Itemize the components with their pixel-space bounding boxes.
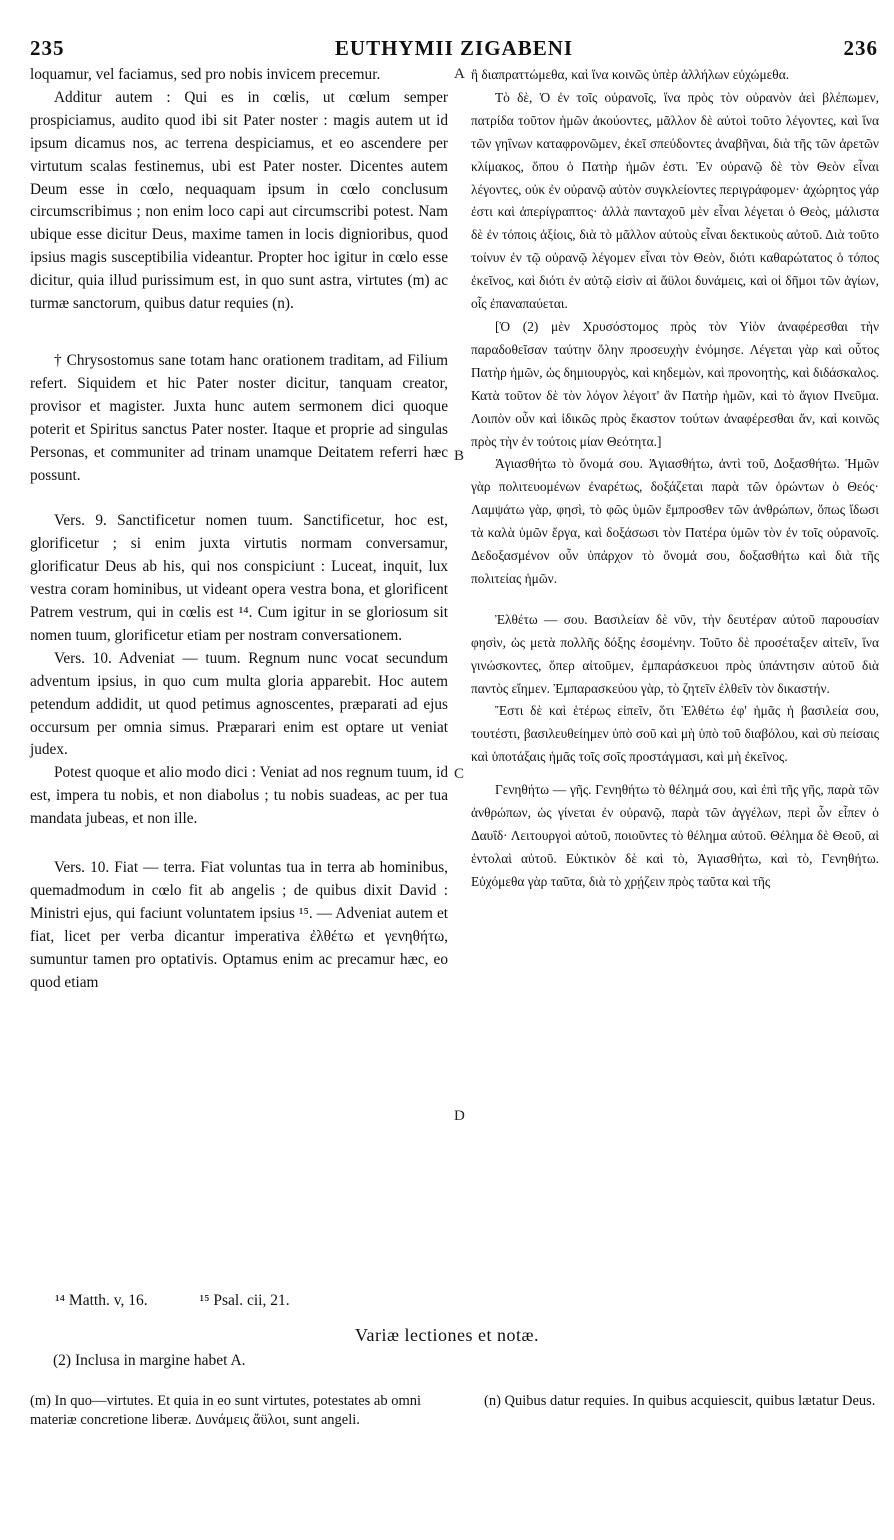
margin-letter-a: A (454, 66, 465, 82)
running-title: EUTHYMII ZIGABENI (334, 36, 574, 60)
latin-paragraph-5: Vers. 10. Adveniat — tuum. Regnum nunc vocat secundum adventum ipsius, in quo cum multa gloria apparebit. Hoc autem petendum addidit, ut quod petimus agnoscentes, præparati ad ejus occursum per omnia simus. Præparari enim est optare ut veniat judex. (30, 649, 448, 759)
footnote-14: ¹⁴ Matth. v, 16. (55, 1292, 148, 1309)
greek-paragraph-4: Ἁγιασθήτω τὸ ὄνομά σου. Ἁγιασθήτω, ἀντὶ τοῦ, Δοξασθήτω. Ἡμῶν γὰρ πολιτευομένων ἐναρέτως, δοξάζεται παρὰ τῶν ὁρώντων ὁ Θεός· Λαμψάτω γὰρ, φησὶ, τὸ φῶς ὑμῶν ἔμπροσθεν τῶν ἀνθρώπων, ὅπως ἴδωσι τὰ καλὰ ὑμῶν ἔργα, καὶ δοξάσωσι τὸν Πατέρα ὑμῶν τὸν ἐν τοῖς οὐρανοῖς. Δεδοξασμένον οὖν ὑπάρχον τὸ ὄνομά σου, δοξασθήτω καὶ διὰ τῆς πολιτείας ἡμῶν. (471, 456, 879, 586)
page-number-right: 236 (843, 36, 878, 60)
footnote-15: ¹⁵ Psal. cii, 21. (199, 1292, 290, 1309)
greek-paragraph-3: [Ὁ (2) μὲν Χρυσόστομος πρὸς τὸν Υἱὸν ἀναφέρεσθαι τὴν παραδοθεῖσαν ταύτην ὅλην προσευχὴν ἐνόμησε. Λέγεται γὰρ καὶ οὗτος Πατὴρ ἡμῶν, ὡς δημιουργὸς, καὶ κηδεμὼν, καὶ προνοητὴς, καὶ διδάσκαλος. Κατὰ τοῦτον δὲ τὸν λόγον λέγοιτ' ἂν Πατὴρ ἡμῶν, καὶ τὸ ἅγιον Πνεῦμα. Λοιπὸν οὖν καὶ ἰδικῶς πρὸς ἕκαστον τούτων ἀναφέρεσθαι ἄν, καὶ κοινῶς πρὸς τὴν ἐν τούτοις μίαν Θεότητα.] (471, 318, 879, 449)
latin-paragraph-6: Potest quoque et alio modo dici : Veniat ad nos regnum tuum, id est, impera tu nobis, et non diabolus ; tu nobis suadeas, ac per tua mandata jubeas, et non ille. (30, 764, 448, 828)
note-n: (n) Quibus datur requies. In quibus acquiescit, quibus lætatur Deus. (484, 1393, 876, 1409)
footnotes (55, 1292, 338, 1310)
margin-letter-b: B (454, 448, 465, 464)
note-m: (m) In quo—virtutes. Et quia in eo sunt virtutes, potestates ab omni materiæ concretione liberæ. Δυνάμεις ἄϋλοι, sunt angeli. (30, 1393, 422, 1428)
inclusa-note: (2) Inclusa in margine habet A. (53, 1352, 246, 1369)
latin-paragraph-4: Vers. 9. Sanctificetur nomen tuum. Sanctificetur, hoc est, glorificetur ; si enim juxta virtutis normam conversamur, glorificatur Deus ab his, qui nos conspiciunt : Luceat, inquit, lux vestra coram hominibus, ut videant opera vestra bona, et glorificent Patrem vestrum, qui in cœlis est ¹⁴. Cum igitur in se gloriosum sit nomen tuum, glorificetur etiam per nostram conversationem. (30, 512, 448, 644)
margin-letter-c: C (454, 766, 465, 782)
greek-paragraph-7: Γενηθήτω — γῆς. Γενηθήτω τὸ θέλημά σου, καὶ ἐπὶ τῆς γῆς, παρὰ τῶν ἀνθρώπων, ὡς γίνεται ἐν οὐρανῷ, παρὰ τῶν ἀγγέλων, περὶ ὧν εἶπεν ὁ Δαυΐδ· Λειτουργοὶ αὐτοῦ, ποιοῦντες τὸ θέλημα αὐτοῦ. Θέλημα δὲ Θεοῦ, αἱ ἐντολαὶ αὐτοῦ. Εὐκτικὸν δὲ καὶ τὸ, Ἁγιασθήτω, καὶ τὸ, Γενηθήτω. Εὐχόμεθα γὰρ ταῦτα, διὰ τὸ χρῄζειν πρὸς ταῦτα καὶ τῆς (471, 782, 879, 889)
page-header (30, 36, 878, 66)
latin-column (30, 64, 448, 995)
latin-paragraph-1: loquamur, vel faciamus, sed pro nobis invicem precemur. (30, 66, 381, 83)
latin-paragraph-7: Vers. 10. Fiat — terra. Fiat voluntas tua in terra ab hominibus, quemadmodum in cœlo fit ab angelis ; de quibus dixit David : Ministri ejus, qui faciunt voluntatem ipsius ¹⁵. — Adveniat autem et fiat, licet per verba dicantur imperativa ἐλθέτω et γενηθήτω, sumuntur tamen pro optativis. Optamus enim ac precamur hæc, eo quod etiam (30, 859, 448, 991)
page-number-left: 235 (30, 36, 65, 60)
greek-paragraph-1: ἢ διαπραττώμεθα, καὶ ἵνα κοινῶς ὑπὲρ ἀλλήλων εὐχώμεθα. (471, 67, 790, 82)
margin-letter-d: D (454, 1108, 465, 1124)
greek-paragraph-2: Τὸ δὲ, Ὁ ἐν τοῖς οὐρανοῖς, ἵνα πρὸς τὸν οὐρανὸν ἀεὶ βλέπωμεν, πατρίδα τοῦτον ἡμῶν ἀκούοντες, μᾶλλον δὲ αὐτοὶ τοῦτο λέγοντες, καὶ ἵνα τῶν γηΐνων καταφρονῶμεν, ἐκεῖ σπεύδοντες ἀναβῆναι, διὰ τῆς τῶν ἀρετῶν κλίμακος, ὅπου ὁ Πατὴρ ἡμῶν ἐστι. Ἐν οὐρανῷ δὲ τὸν Θεὸν εἶναι λέγοντες, οὐκ ἐν οὐρανῷ αὐτὸν συγκλείοντες περιγράφομεν· ἀχώρητος γάρ ἐστι καὶ ἀπερίγραπτος· ἀλλὰ πανταχοῦ μὲν εἶναι λέγεται ὁ Θεὸς, μάλιστα δὲ ἐν τόποις ἀξίοις, διὰ τὸ μᾶλλον αὐτοὺς εἶναι δεκτικοὺς αὐτοῦ. Διὰ τοῦτο τοίνυν ἐν τῷ οὐρανῷ λέγομεν εἶναι τὸν Θεὸν, διότι καθαρώτατος ὁ τόπος ἐκεῖνος, καὶ διότι ἐν αὐτῷ εἰσὶν αἱ ἄϋλοι δυνάμεις, καὶ οἱ δῆμοι τῶν ἁγίων, οἷς ἐπαναπαύεται. (471, 89, 879, 312)
greek-column (471, 64, 879, 894)
latin-paragraph-3: † Chrysostomus sane totam hanc orationem traditam, ad Filium refert. Siquidem et hic Pater noster dicitur, tanquam creator, provisor et magister. Juxta hunc autem sermonem dici quoque poterit et Spiritus sanctus Pater noster. Itaque et proprie ad singulas Personas, et communiter ad trinam unamque Deitatem referri hæc possunt. (30, 351, 448, 484)
greek-paragraph-6: Ἔστι δὲ καὶ ἑτέρως εἰπεῖν, ὅτι Ἐλθέτω ἐφ' ἡμᾶς ἡ βασιλεία σου, τουτέστι, βασιλευθείημεν ὑπὸ σοῦ καὶ μὴ ὑπὸ τοῦ διαβόλου, καὶ σὺ πείσαις καὶ ὑποτάξαις ἡμᾶς τοῖς σοῖς προστάγμασι, καὶ μὴ ἐκεῖνος. (471, 703, 879, 765)
greek-paragraph-5: Ἐλθέτω — σου. Βασιλείαν δὲ νῦν, τὴν δευτέραν αὐτοῦ παρουσίαν φησὶν, ὡς μετὰ πολλῆς δόξης ἐσομένην. Τοῦτο δὲ προσέταξεν αἰτεῖν, ἵνα γινώσκοντες, ὅπερ αἰτοῦμεν, ἐμπαράσκευοι πρὸς ὑπάντησιν αὐτοῦ διὰ παντὸς εἴημεν. Ἐμπαρασκεύου γὰρ, τὸ ζητεῖν ἐλθεῖν τὸν δικαστήν. (471, 611, 879, 696)
variae-lectiones-title: Variæ lectiones et notæ. (355, 1325, 539, 1345)
latin-paragraph-2: Additur autem : Qui es in cœlis, ut cœlum semper prospiciamus, audito quod ibi sit Pater noster : magis autem ut id ipsum dicamus nos, ac terrena despiciamus, et eo ascendere per virtutum scalas festinemus, ubi est Pater noster. Dicentes autem Deum esse in cœlo, nequaquam ipsum in cœlo conclusum circumscribimus ; non enim loco capi aut circumscribi potest. Nam ubique esse dicitur Deus, maxime tamen in locis dignioribus, quod ipsius magis susceptibilia videantur. Propter hoc igitur in cœlo esse dicitur, quia illud purissimum est, in quo sunt astra, virtutes (m) ac turmæ sanctorum, quibus datur requies (n). (30, 88, 448, 313)
